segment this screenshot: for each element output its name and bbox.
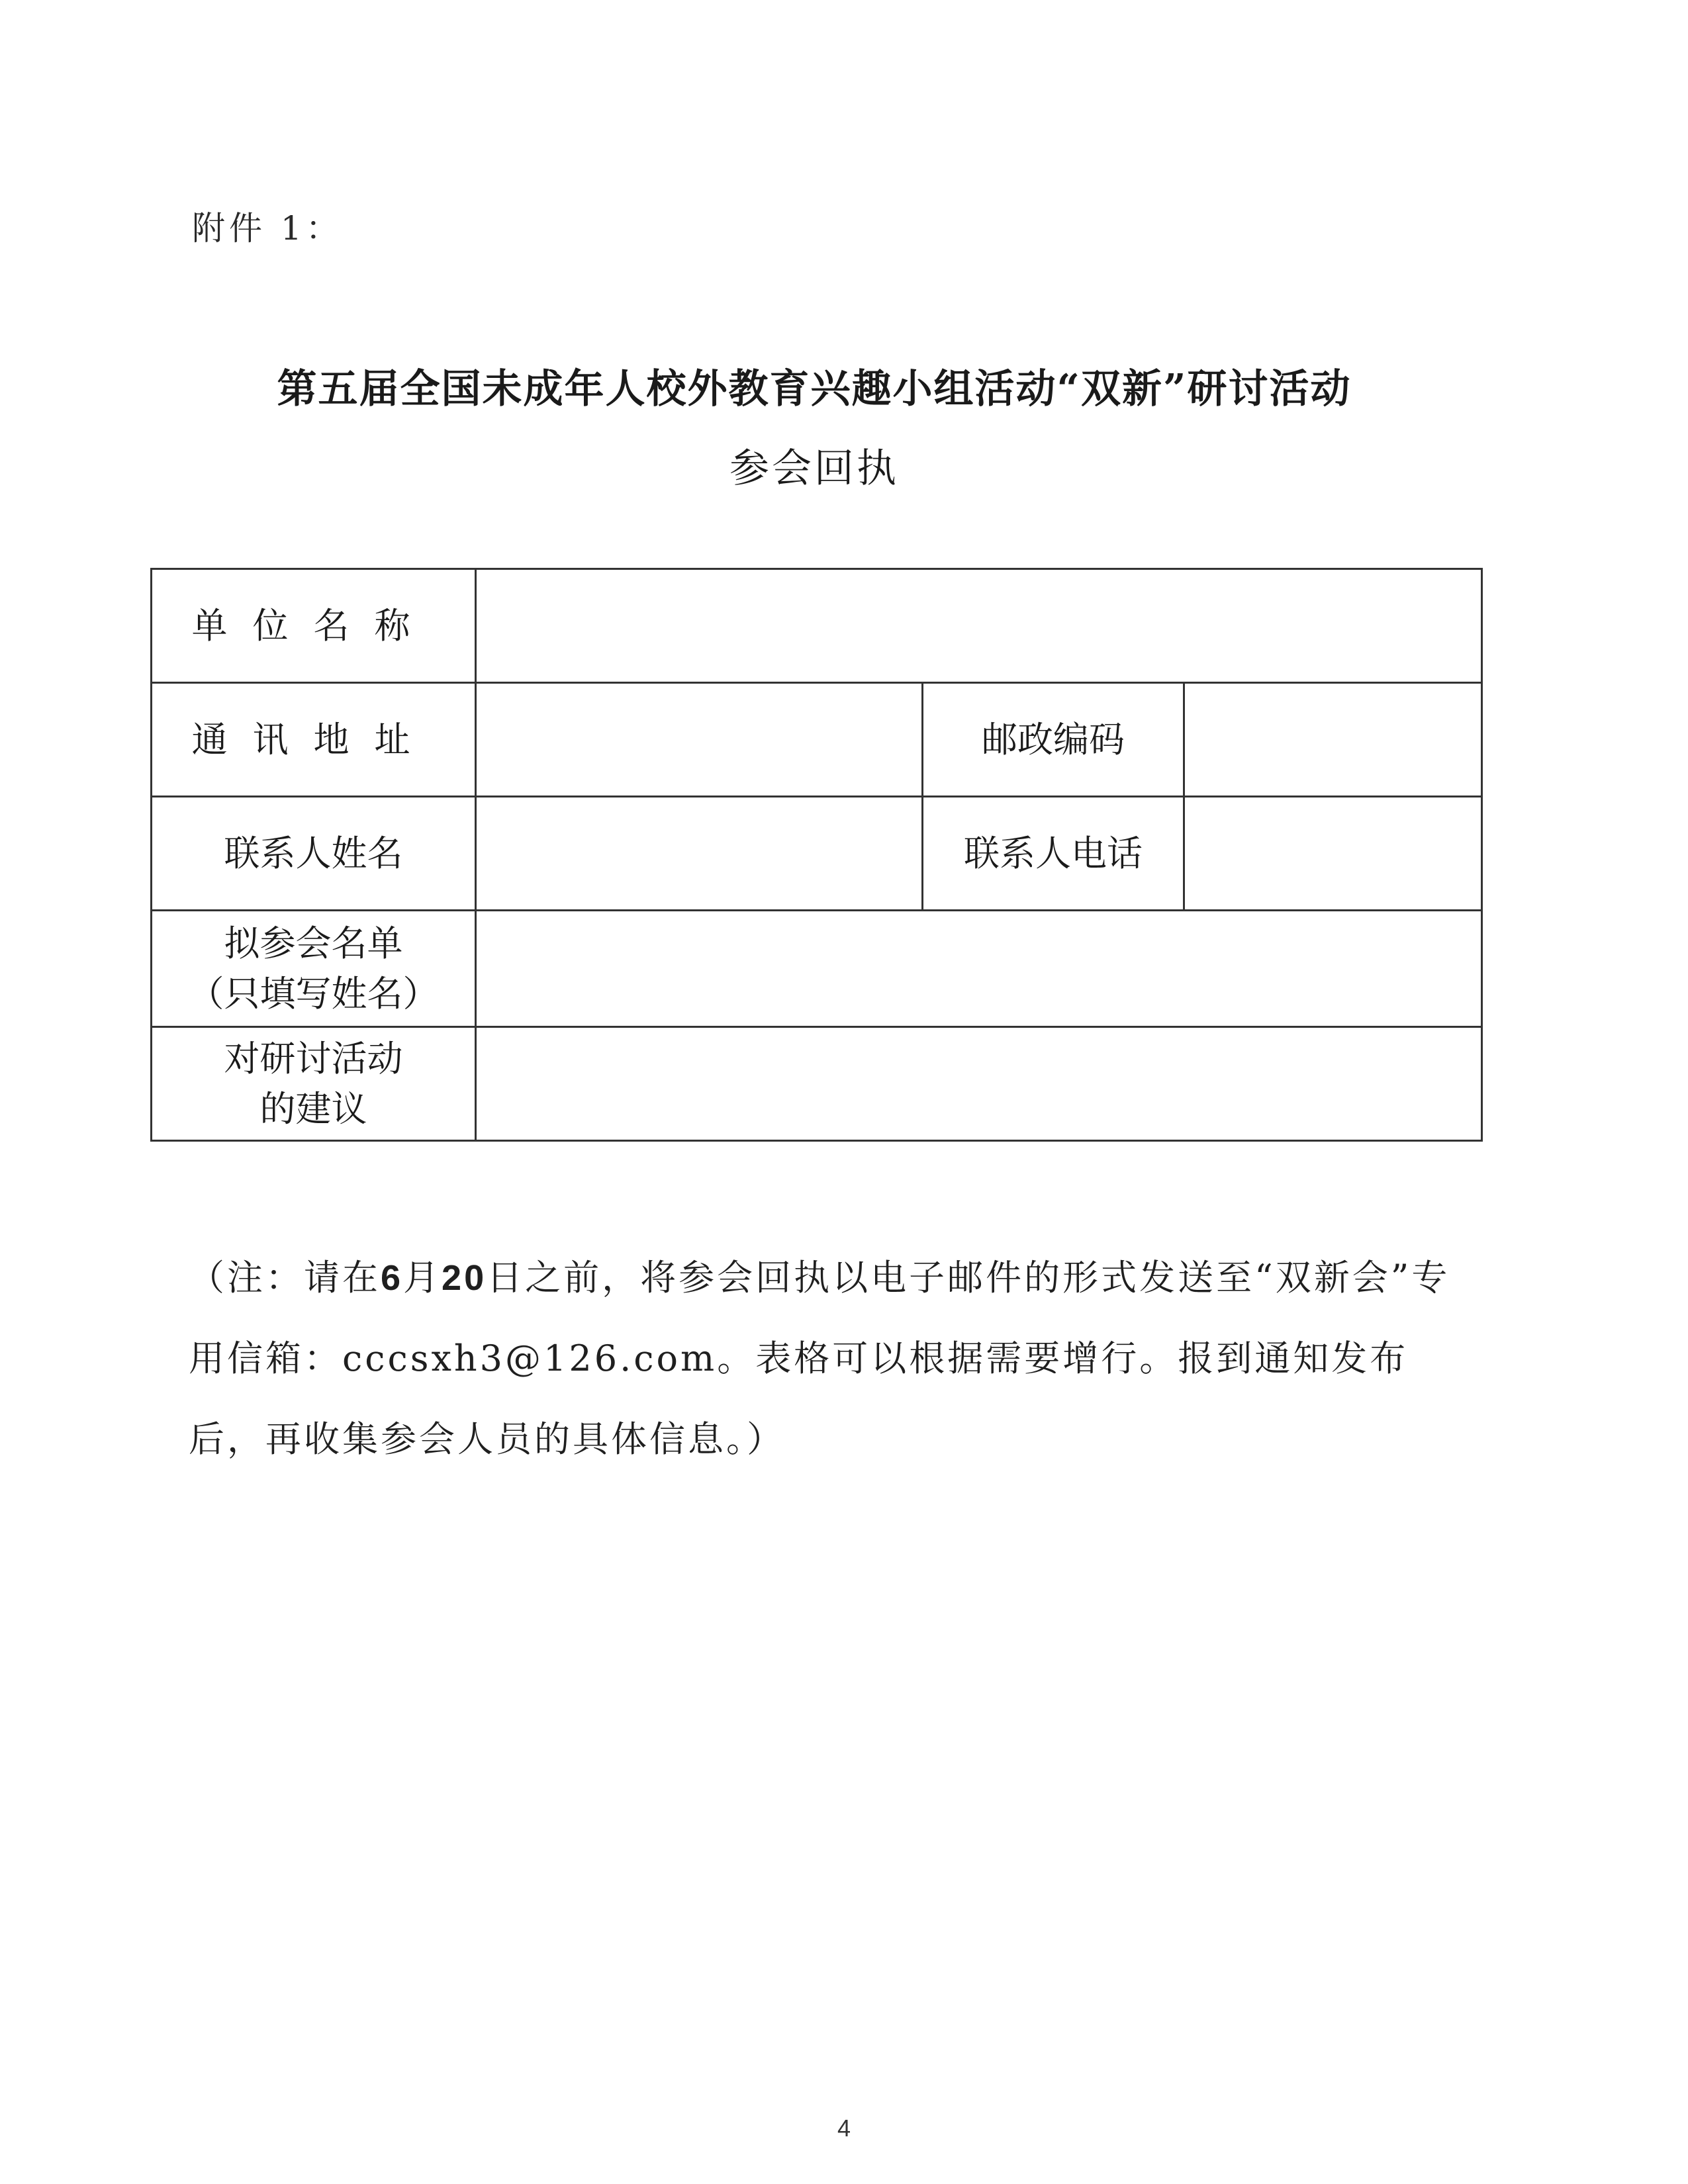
contact-name-label: 联系人姓名	[152, 797, 476, 911]
note-text-3: 日之前，将参会回执以电子邮件的形式发送至“双新会”专用信箱：cccsxh3@126.com。表格可以根据需要增行。报到通知发布后，再收集参会人员的具体信息。）	[189, 1257, 1450, 1460]
postcode-label: 邮政编码	[923, 683, 1184, 797]
attendees-label-line2: （只填写姓名）	[188, 972, 439, 1015]
contact-name-field[interactable]	[476, 797, 923, 911]
suggestions-label-line2: 的建议	[259, 1087, 367, 1130]
contact-row	[152, 797, 1482, 911]
attendees-label	[152, 911, 476, 1027]
address-field[interactable]	[476, 683, 923, 797]
attendees-row	[152, 911, 1482, 1027]
note-text-1: （注：请在	[189, 1257, 381, 1298]
address-row	[152, 683, 1482, 797]
document-subtitle: 参会回执	[729, 445, 899, 492]
note-month: 6	[381, 1258, 404, 1298]
note-text-2: 月	[403, 1257, 442, 1298]
contact-phone-label: 联系人电话	[923, 797, 1184, 911]
document-title: 第五届全国未成年人校外教育兴趣小组活动“双新”研讨活动	[277, 366, 1352, 412]
note-day: 20	[442, 1258, 487, 1298]
suggestions-label	[152, 1027, 476, 1141]
suggestions-field[interactable]	[476, 1027, 1482, 1141]
attendees-label-line1: 拟参会名单	[224, 922, 403, 964]
unit-name-field[interactable]	[476, 569, 1482, 683]
address-label: 通讯地址	[152, 683, 476, 797]
registration-form-table	[150, 568, 1483, 1142]
page-number: 4	[837, 2115, 851, 2142]
attachment-label: 附件 1：	[192, 209, 343, 248]
postcode-field[interactable]	[1184, 683, 1482, 797]
unit-name-label: 单位名称	[152, 569, 476, 683]
attendees-field[interactable]	[476, 911, 1482, 1027]
suggestions-label-line1: 对研讨活动	[224, 1037, 403, 1079]
submission-note	[189, 1238, 1466, 1480]
unit-name-row	[152, 569, 1482, 683]
contact-phone-field[interactable]	[1184, 797, 1482, 911]
suggestions-row	[152, 1027, 1482, 1141]
